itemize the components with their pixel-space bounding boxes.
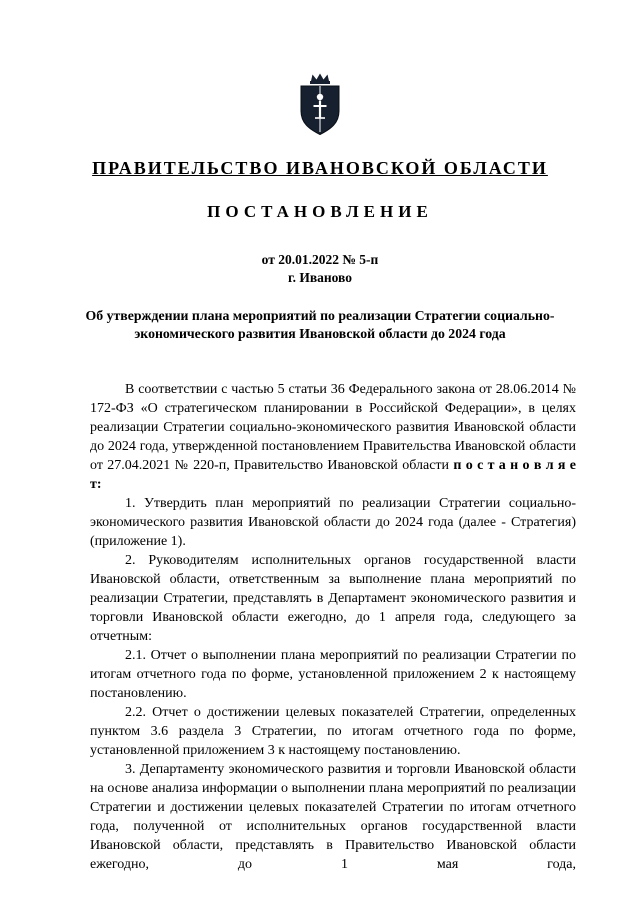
org-name: ПРАВИТЕЛЬСТВО ИВАНОВСКОЙ ОБЛАСТИ: [92, 158, 548, 178]
item-3-paragraph: 3. Департаменту экономического развития и торговли Ивановской области на основе анализа информации о выполнении плана мероприятий по реализации Стратегии и достижении целевых показателей Стратегии по итогам отчетного года, полученной от исполнительных органов государственной власти Ивановской области, представлять в Правительство Ивановской области ежегодно, до 1 мая года,: [90, 762, 576, 872]
intro-paragraph: [90, 380, 576, 494]
item-2-paragraph: 2. Руководителям исполнительных органов государственной власти Ивановской области, ответственным за выполнение плана мероприятий по реализации Стратегии, представлять в Департамент экономического развития и торговли Ивановской области ежегодно, до 1 апреля года, следующего за отчетным:: [90, 553, 576, 644]
document-subject: Об утверждении плана мероприятий по реализации Стратегии социально-экономического развития Ивановской области до 2024 года: [85, 308, 555, 341]
date-number-line: от 20.01.2022 № 5-п: [261, 252, 379, 267]
city-line: г. Иваново: [287, 270, 353, 285]
doc-type-heading: ПОСТАНОВЛЕНИЕ: [207, 202, 433, 221]
item-1-paragraph: 1. Утвердить план мероприятий по реализации Стратегии социально-экономического развития Ивановской области до 2024 года (далее - Стратегия) (приложение 1).: [90, 496, 576, 549]
intro-text: В соответствии с частью 5 статьи 36 Федерального закона от 28.06.2014 № 172-ФЗ «О стратегическом планировании в Российской Федерации», в целях реализации Стратегии социально-экономического развития Ивановской области до 2024 года, утвержденной постановлением Правительства Ивановской области от 27.04.2021 № 220-п, Правительство Ивановской области: [90, 382, 576, 473]
decree-word: п о с т а н о в л я е т:: [90, 458, 576, 492]
coat-of-arms-icon: [0, 72, 640, 136]
item-2-1-paragraph: 2.1. Отчет о выполнении плана мероприятий по реализации Стратегии по итогам отчетного года по форме, установленной приложением 2 к настоящему постановлению.: [90, 648, 576, 701]
document-body: [0, 380, 640, 874]
item-2-2-paragraph: 2.2. Отчет о достижении целевых показателей Стратегии, определенных пунктом 3.6 раздела 3 Стратегии, по итогам отчетного года по форме, установленной приложением 3 к настоящему постановлению.: [90, 705, 576, 758]
